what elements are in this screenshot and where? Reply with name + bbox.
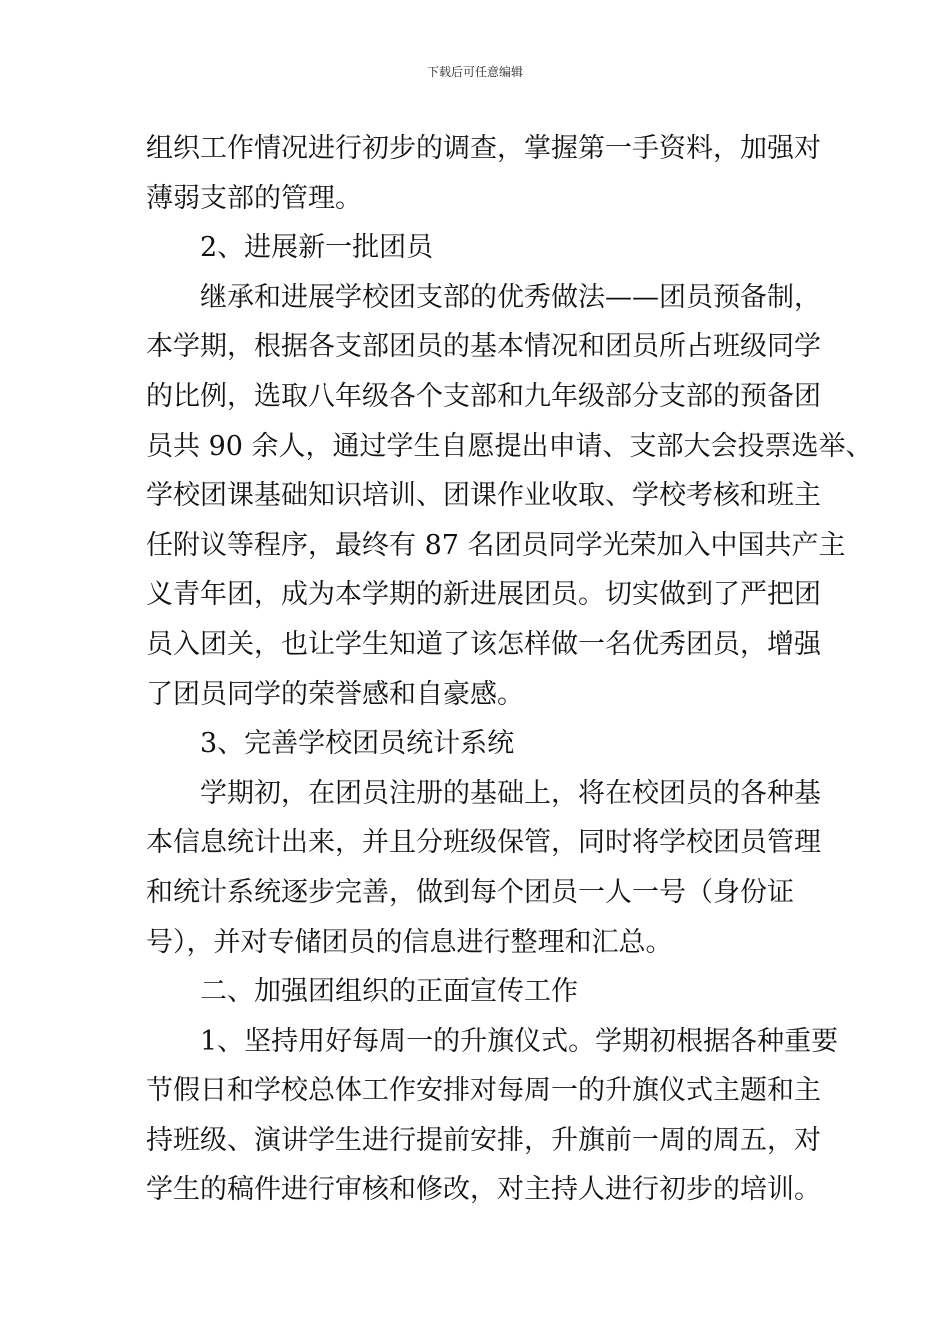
- text-line: 了团员同学的荣誉感和自豪感。: [146, 678, 524, 710]
- text-line: 持班级、演讲学生进行提前安排，升旗前一周的周五，对: [146, 1124, 821, 1156]
- page-header: 下载后可任意编辑: [426, 65, 523, 79]
- text-line: 义青年团，成为本学期的新进展团员。切实做到了严把团: [146, 579, 821, 611]
- text-line: 学期初，在团员注册的基础上，将在校团员的各种基: [200, 777, 821, 809]
- section-heading: 2、进展新一批团员: [200, 232, 434, 264]
- text-line: 本学期，根据各支部团员的基本情况和团员所占班级同学: [146, 331, 821, 363]
- section-heading: 3、完善学校团员统计系统: [200, 728, 515, 760]
- text-line: 的比例，选取八年级各个支部和九年级部分支部的预备团: [146, 380, 821, 412]
- text-line: 节假日和学校总体工作安排对每周一的升旗仪式主题和主: [146, 1075, 821, 1107]
- text-line: 组织工作情况进行初步的调查，掌握第一手资料，加强对: [146, 133, 821, 164]
- text-line: 本信息统计出来，并且分班级保管，同时将学校团员管理: [146, 827, 821, 859]
- text-line: 继承和进展学校团支部的优秀做法——团员预备制，: [200, 281, 821, 313]
- text-line: 任附议等程序，最终有 87 名团员同学光荣加入中国共产主: [146, 529, 846, 561]
- text-line: 员入团关，也让学生知道了该怎样做一名优秀团员，增强: [146, 628, 821, 660]
- text-line: 学生的稿件进行审核和修改，对主持人进行初步的培训。: [146, 1174, 821, 1206]
- text-line: 薄弱支部的管理。: [146, 182, 362, 214]
- text-line: 学校团课基础知识培训、团课作业收取、学校考核和班主: [146, 480, 821, 512]
- text-line: 号），并对专储团员的信息进行整理和汇总。: [146, 926, 673, 958]
- text-line: 1、坚持用好每周一的升旗仪式。学期初根据各种重要: [200, 1025, 839, 1057]
- document-body: [146, 124, 873, 1215]
- text-line: 和统计系统逐步完善，做到每个团员一人一号（身份证: [146, 876, 794, 908]
- section-heading: 二、加强团组织的正面宣传工作: [200, 976, 578, 1008]
- text-line: 员共 90 余人，通过学生自愿提出申请、支部大会投票选举、: [146, 430, 873, 462]
